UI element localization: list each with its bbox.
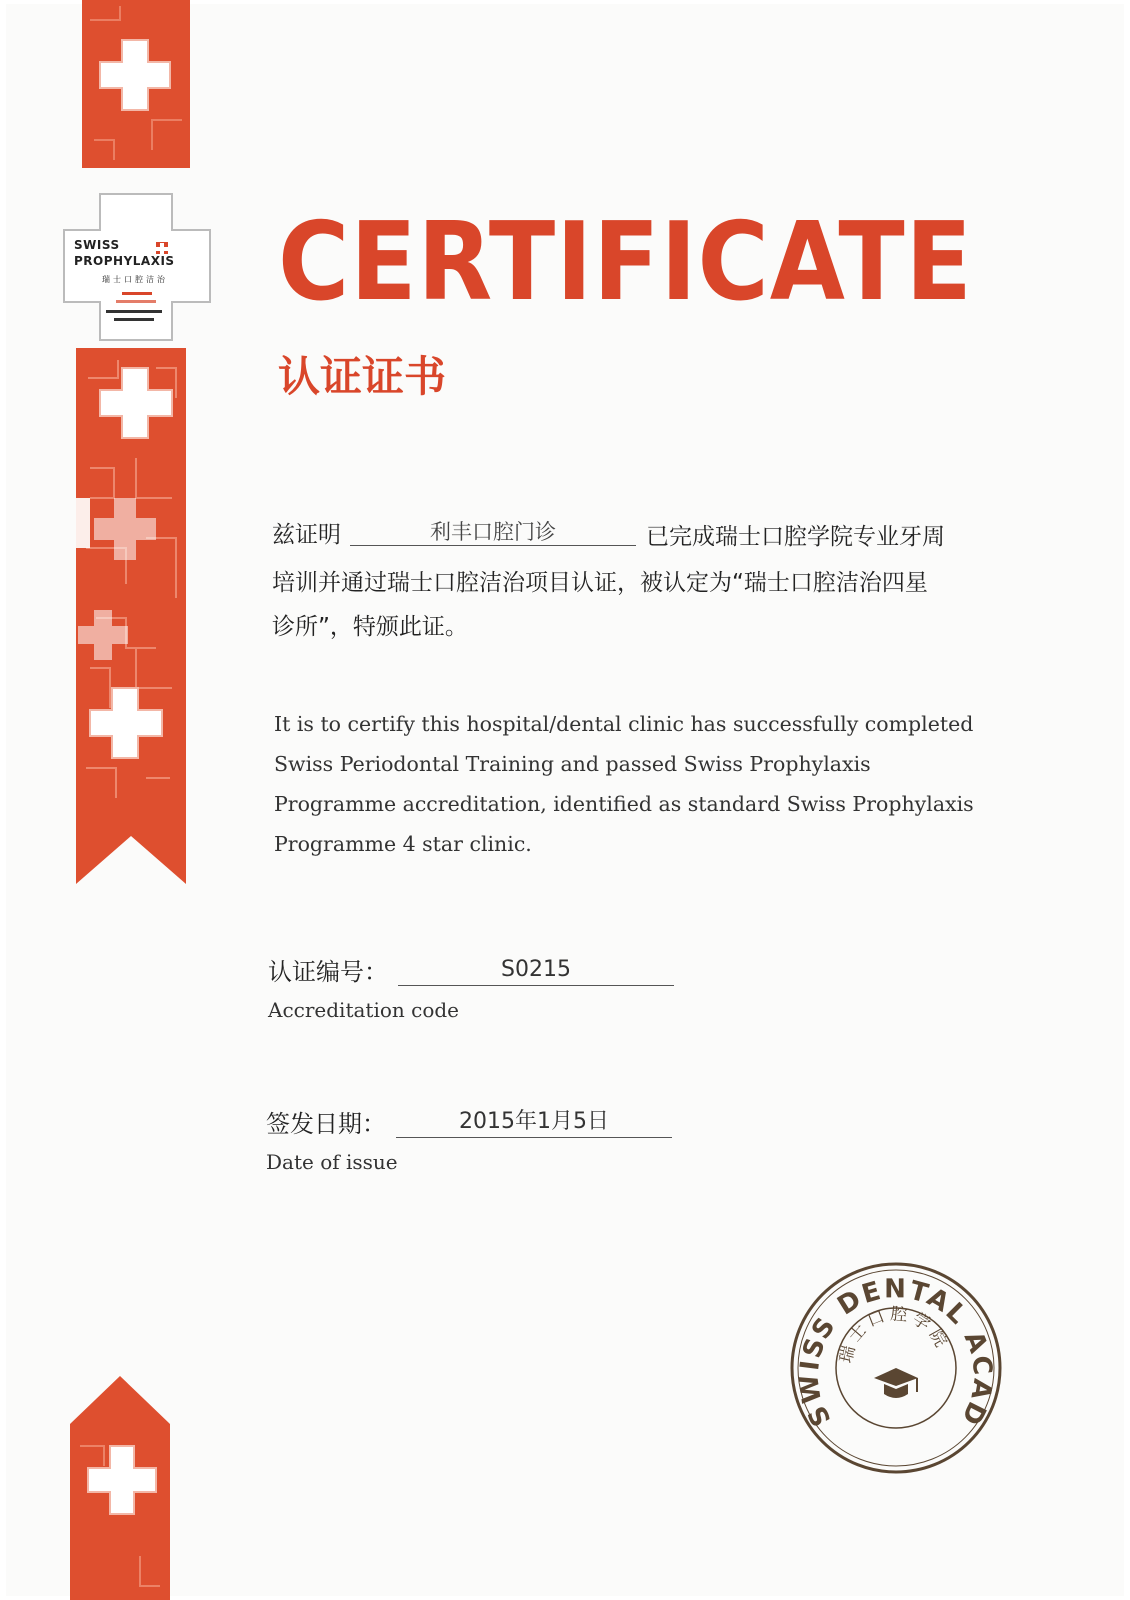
seal-text-en: SWISS DENTAL ACAD [793, 1274, 998, 1432]
cn-statement-line2: 培训并通过瑞士口腔洁治项目认证，被认定为“瑞士口腔洁治四星 [272, 570, 928, 596]
top-ribbon [82, 0, 190, 168]
cn-intro-prefix: 兹证明 [272, 522, 341, 548]
accreditation-code: S0215 [501, 957, 571, 982]
code-label-en: Accreditation code [268, 998, 459, 1022]
en-statement: It is to certify this hospital/dental clinic has successfully completed Swiss Periodontal Training and passed Swiss Prophylaxis Programme accreditation, identified as standard Swiss Prophylaxis Programme 4 star clinic. [274, 712, 974, 856]
certificate-subtitle-cn: 认证证书 [278, 352, 447, 401]
academy-seal [788, 1260, 1004, 1476]
graduation-cap-icon [874, 1368, 918, 1398]
certificate-page [6, 4, 1124, 1596]
seal-text-cn: 瑞士口腔学院 [836, 1304, 953, 1366]
logo-name-line2: PROPHYLAXIS [74, 254, 175, 268]
logo-name-line1: SWISS [74, 238, 120, 252]
clinic-name: 利丰口腔门诊 [430, 520, 556, 544]
swiss-prophylaxis-logo [62, 192, 212, 342]
date-label-en: Date of issue [266, 1150, 398, 1174]
accreditation-code-field [398, 956, 674, 986]
clinic-name-field [350, 520, 636, 546]
date-label-cn: 签发日期： [266, 1110, 386, 1138]
certificate-title: CERTIFICATE [278, 200, 973, 325]
code-label-cn: 认证编号： [268, 958, 388, 986]
cn-intro-suffix: 已完成瑞士口腔学院专业牙周 [646, 524, 945, 550]
svg-text:SWISS DENTAL ACADEMY [788, 1260, 998, 1431]
issue-date: 2015年1月5日 [459, 1109, 609, 1134]
logo-cn-name: 瑞士口腔洁治 [102, 275, 168, 284]
bottom-ribbon [70, 1376, 170, 1600]
issue-date-field [396, 1108, 672, 1138]
cn-statement-line3: 诊所”，特颁此证。 [272, 614, 468, 640]
middle-ribbon [76, 348, 186, 884]
